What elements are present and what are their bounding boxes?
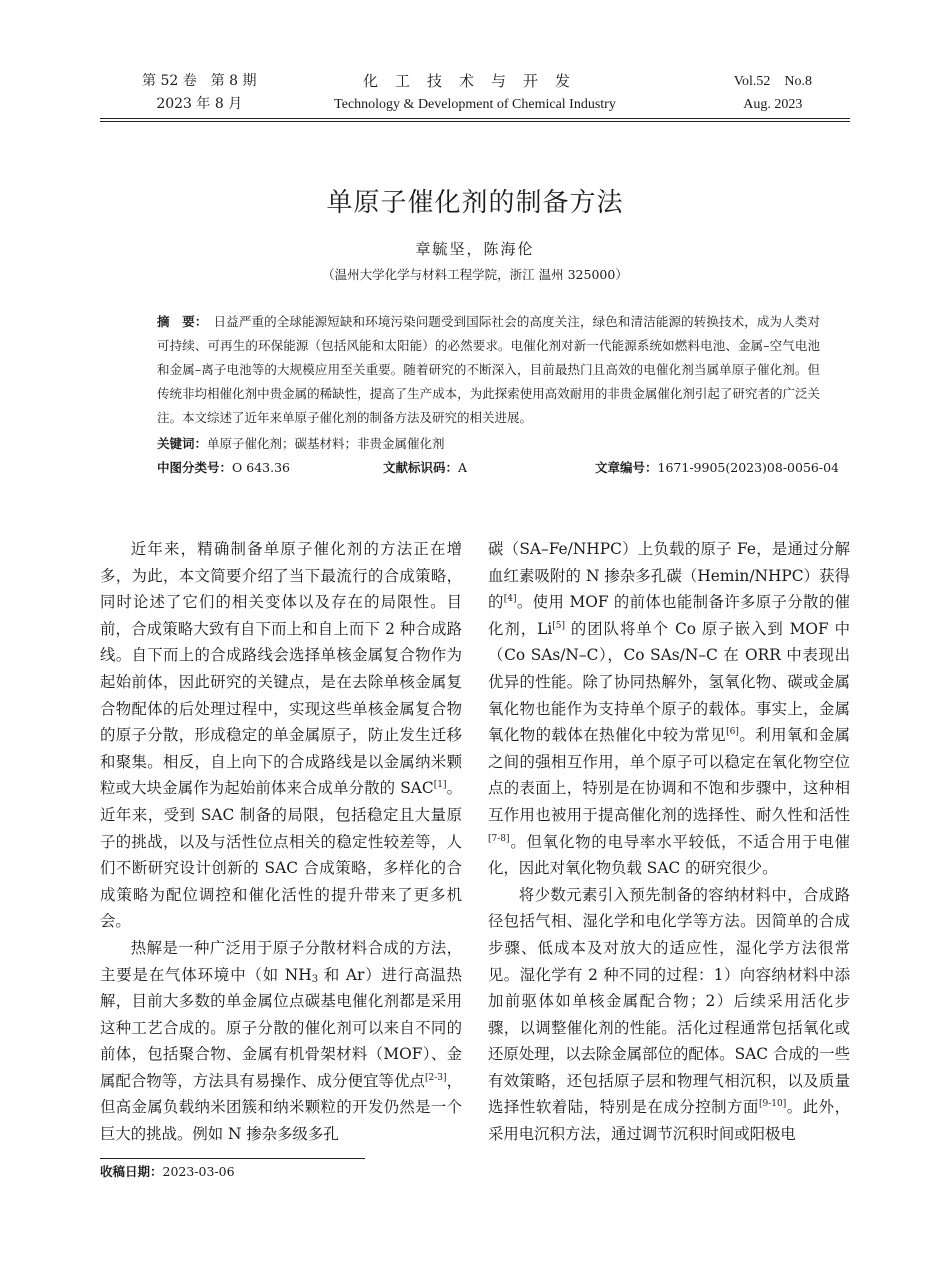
clc-value: O 643.36: [232, 460, 290, 475]
citation-ref: [1]: [433, 780, 447, 791]
received-date-value: 2023-03-06: [162, 1164, 235, 1179]
citation-ref: [5]: [552, 620, 566, 631]
article-number-value: 1671-9905(2023)08-0056-04: [657, 460, 839, 475]
body-paragraph: [488, 536, 850, 882]
body-paragraph: [488, 882, 850, 1148]
received-date: [100, 1162, 235, 1180]
text-run: 热解是一种广泛用于原子分散材料合成的方法，主要是在气体环境中（如 NH: [100, 938, 462, 984]
body-paragraph: [100, 536, 462, 935]
citation-ref: [7-8]: [488, 833, 510, 844]
document-code: [383, 456, 468, 480]
article-number-label: 文章编号：: [595, 460, 658, 475]
citation-ref: [2-3]: [424, 1072, 447, 1083]
article-number: [595, 456, 839, 480]
text-run: 近年来，精确制备单原子催化剂的方法正在增多，为此，本文简要介绍了当下最流行的合成策略，同时论述了它们的相关变体以及存在的局限性。目前，合成策略大致有自下而上和自上而下 2 种合成路线。自下而上的合成路线会选择单核金属复合物作为起始前体，因此研究的关键点，是在去除单核金属复合物配体的后处理过程中，实现这些单核金属复合物的原子分散，形成稳定的单金属原子，防止发生迁移和聚集。相反，自上向下的合成路线是以金属纳米颗粒或大块金属作为起始前体来合成单分散的 SAC: [100, 540, 462, 798]
text-run: 。利用氧和金属之间的强相互作用，单个原子可以稳定在氧化物空位点的表面上，特别是在协调和不饱和步骤中，这种相互作用也被用于提高催化剂的选择性、耐久性和活性: [488, 726, 850, 824]
keywords-label: 关键词：: [157, 436, 208, 451]
abstract: [157, 310, 820, 430]
article-authors: 章毓坚，陈海伦: [415, 240, 535, 258]
subscript: 3: [311, 973, 319, 985]
citation-ref: [6]: [726, 727, 739, 738]
author-affiliation: （温州大学化学与材料工程学院，浙江 温州 325000）: [322, 267, 628, 282]
date-cn-line: 2023 年 8 月: [156, 96, 243, 112]
volume-number-line: Vol.52 No.8: [733, 74, 812, 89]
header-rule-thin: [100, 121, 850, 122]
keywords-text: 单原子催化剂；碳基材料；非贵金属催化剂: [207, 436, 445, 451]
abstract-label: 摘 要：: [157, 314, 208, 329]
journal-name-cn: 化工技术与开发: [362, 72, 587, 90]
body-column-left: [100, 536, 462, 1148]
volume-issue-en: [734, 70, 812, 116]
text-run: 。使用 MOF 的前体也能制备许多原子分散的催化剂，Li: [488, 593, 850, 638]
text-run: 碳（SA–Fe/NHPC）上负载的原子 Fe，是通过分解血红素吸附的 N 掺杂多孔碳（Hemin/NHPC）获得的: [488, 540, 850, 612]
volume-issue-line: 第 52 卷 第 8 期: [142, 73, 257, 89]
received-date-label: 收稿日期：: [100, 1164, 163, 1179]
abstract-text: 日益严重的全球能源短缺和环境污染问题受到国际社会的高度关注，绿色和清洁能源的转换技术，成为人类对可持续、可再生的环保能源（包括风能和太阳能）的必然要求。电催化剂对新一代能源系统如燃料电池、金属–空气电池和金属–离子电池等的大规模应用至关重要。随着研究的不断深入，目前最热门且高效的电催化剂当属单原子催化剂。但传统非均相催化剂中贵金属的稀缺性，提高了生产成本，为此探索使用高效耐用的非贵金属催化剂引起了研究者的广泛关注。本文综述了近年来单原子催化剂的制备方法及研究的相关进展。: [157, 314, 820, 425]
footnote-rule: [100, 1158, 365, 1159]
text-run: 。此外，采用电沉积方法，通过调节沉积时间或阳极电: [488, 1098, 850, 1144]
header-rule-thick: [100, 118, 850, 119]
date-en-line: Aug. 2023: [743, 97, 803, 112]
body-paragraph: [100, 935, 462, 1148]
text-run: ，但高金属负载纳米团簇和纳米颗粒的开发仍然是一个巨大的挑战。例如 N 掺杂多级多孔: [100, 1071, 462, 1144]
text-run: 将少数元素引入预先制备的容纳材料中，合成路径包括气相、湿化学和电化学等方法。因简单的合成步骤、低成本及对放大的适应性，湿化学方法很常见。湿化学有 2 种不同的过程：1）向容纳材料中添加前驱体如单核金属配合物；2）后续采用活化步骤，以调整催化剂的性能。活化过程通常包括氧化或还原处理，以去除金属部位的配体。SAC 合成的一些有效策略，还包括原子层和物理气相沉积，以及质量选择性软着陆，特别是在成分控制方面: [488, 885, 850, 1117]
clc-label: 中图分类号：: [157, 460, 233, 475]
article-title: 单原子催化剂的制备方法: [326, 188, 624, 218]
document-code-value: A: [458, 460, 468, 475]
citation-ref: [4]: [503, 594, 517, 605]
text-run: 。近年来，受到 SAC 制备的局限，包括稳定且大量原子的挑战，以及与活性位点相关的稳定性较差等，人们不断研究设计创新的 SAC 合成策略，多样化的合成策略为配位调控和催化活性的提升带来了更多机会。: [100, 779, 462, 931]
keywords: [157, 432, 820, 456]
clc-number: [157, 456, 290, 480]
body-column-right: [488, 536, 850, 1148]
text-run: 和 Ar）进行高温热解，目前大多数的单金属位点碳基电催化剂都是采用这种工艺合成的。原子分散的催化剂可以来自不同的前体，包括聚合物、金属有机骨架材料（MOF）、金属配合物等，方法具有易操作、成分便宜等优点: [100, 965, 463, 1090]
running-header: [100, 70, 850, 120]
citation-ref: [9-10]: [758, 1099, 787, 1110]
text-run: 。但氧化物的电导率水平较低，不适合用于电催化，因此对氧化物负载 SAC 的研究很少。: [488, 832, 850, 878]
text-run: 的团队将单个 Co 原子嵌入到 MOF 中（Co SAs/N–C），Co SAs/N–C 在 ORR 中表现出优异的性能。除了协同热解外，氢氧化物、碳或金属氧化物也能作为支持单个原子的载体。事实上，金属氧化物的载体在热催化中较为常见: [488, 619, 850, 745]
journal-name-en: Technology & Development of Chemical Industry: [334, 97, 616, 112]
document-code-label: 文献标识码：: [383, 460, 459, 475]
